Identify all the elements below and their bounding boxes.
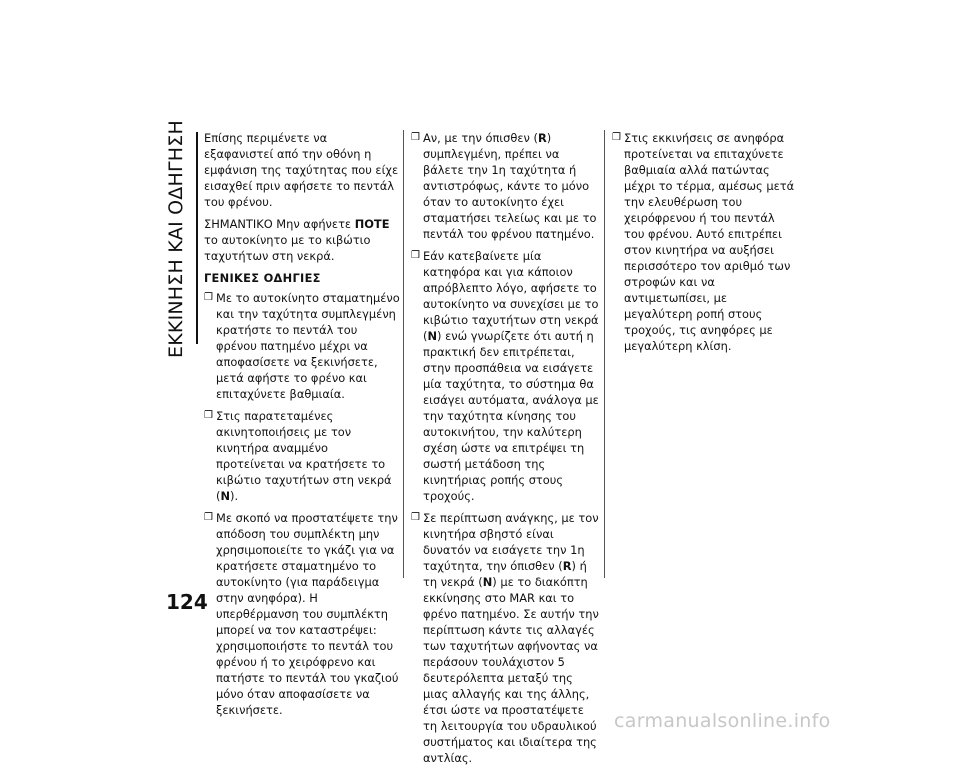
list-item-text: Στις εκκινήσεις σε ανηφόρα προτείνεται να επιταχύνετε βαθμιαία αλλά πατώντας μέχρι το τέρμα, αμέσως μετά την ελευθέρωση του χειρόφρενου ή του πεντάλ του φρένου. Αυτό επιτρέπει στον κινητήρα να αυξήσει περισσότερο τον αριθμό των στροφών και να αντιμετωπίσει, με μεγαλύτερη ροπή στους τροχούς, τις ανηφόρες με μεγαλύτερη κλίση. xyxy=(624,131,795,353)
list-item xyxy=(411,510,599,766)
warning-prefix: ΣΗΜΑΝΤΙΚΟ Μην αφήνετε xyxy=(204,217,355,231)
warning-paragraph xyxy=(204,216,400,264)
list-item-text: Εάν κατεβαίνετε μία κατηφόρα και για κάποιον απρόβλεπτο λόγο, αφήσετε το αυτοκίνητο να συνεχίσει με το κιβώτιο ταχυτήτων στη νεκρά (N) ενώ γνωρίζετε ότι αυτή η πρακτική δεν επιτρέπεται, στην προσπάθεια να εισάγετε μία ταχύτητα, το σύστημα θα εισάγει αυτόματα, ανάλογα με την ταχύτητα κίνησης του αυτοκινήτου, την καλύτερη σχέση ώστε να επιτρέψει τη σωστή μετάδοση της κινητήριας ροπής στους τροχούς. xyxy=(423,249,599,503)
checkbox-bullet-icon: ❒ xyxy=(612,132,621,143)
intro-paragraph: Επίσης περιμένετε να εξαφανιστεί από την οθόνη η εμφάνιση της ταχύτητας που είχε εισαχθεί πριν αφήσετε το πεντάλ του φρένου. xyxy=(204,131,399,209)
column-3 xyxy=(612,130,798,360)
checkbox-bullet-icon: ❒ xyxy=(204,512,213,523)
list-item xyxy=(612,130,798,354)
column-2 xyxy=(411,130,599,772)
checkbox-bullet-icon: ❒ xyxy=(411,132,420,143)
chapter-title xyxy=(158,120,194,358)
list-item-text: Στις παρατεταμένες ακινητοποιήσεις με τον κινητήρα αναμμένο προτείνεται να κρατήσετε το κιβώτιο ταχυτήτων στη νεκρά (N). xyxy=(216,409,392,503)
list-item xyxy=(204,408,400,504)
list-item xyxy=(204,510,400,718)
checkbox-bullet-icon: ❒ xyxy=(204,292,213,303)
column-1 xyxy=(204,130,400,724)
page-number: 124 xyxy=(166,590,208,614)
chapter-rule xyxy=(196,132,198,344)
warning-emphasis: ΠΟΤΕ xyxy=(354,217,390,231)
list-item xyxy=(411,248,599,504)
list-item-text: Με σκοπό να προστατέψετε την απόδοση του συμπλέκτη μην χρησιμοποιείτε το γκάζι για να κρατήσετε σταματημένο το αυτοκίνητο (για παράδειγμα στην ανηφόρα). Η υπερθέρμανση του συμπλέκτη μπορεί να τον καταστρέψει: χρησιμοποιήστε το πεντάλ του φρένου ή το χειρόφρενο και πατήστε το πεντάλ του γκαζιού μόνο όταν αποφασίσετε να ξεκινήσετε. xyxy=(216,511,399,717)
list-item-text: Αν, με την όπισθεν (R) συμπλεγμένη, πρέπει να βάλετε την 1η ταχύτητα ή αντιστρόφως, κάντε το μόνο όταν το αυτοκίνητο έχει σταματήσει τελείως και με το πεντάλ του φρένου πατημένο. xyxy=(423,131,597,241)
section-heading: ΓΕΝΙΚΕΣ ΟΔΗΓΙΕΣ xyxy=(204,271,321,285)
column-divider xyxy=(403,130,404,578)
column-divider xyxy=(604,130,605,578)
list-item-text: Σε περίπτωση ανάγκης, με τον κινητήρα σβηστό είναι δυνατόν να εισάγετε την 1η ταχύτητα, την όπισθεν (R) ή τη νεκρά (N) με το διακόπτη εκκίνησης στο MAR και το φρένο πατημένο. Σε αυτήν την περίπτωση κάντε τις αλλαγές των ταχυτήτων αφήνοντας να περάσουν τουλάχιστον 5 δευτερόλεπτα μεταξύ της μιας αλλαγής και της άλλης, έτσι ώστε να προστατέψετε τη λειτουργία του υδραυλικού συστήματος και ιδιαίτερα της αντλίας. xyxy=(423,511,599,765)
checkbox-bullet-icon: ❒ xyxy=(411,512,420,523)
warning-suffix: το αυτοκίνητο με το κιβώτιο ταχυτήτων στη νεκρά. xyxy=(204,233,371,263)
watermark: carmanualsonline.info xyxy=(614,710,831,732)
list-item xyxy=(411,130,599,242)
checkbox-bullet-icon: ❒ xyxy=(411,250,420,261)
checkbox-bullet-icon: ❒ xyxy=(204,410,213,421)
list-item xyxy=(204,290,400,402)
list-item-text: Με το αυτοκίνητο σταματημένο και την ταχύτητα συμπλεγμένη κρατήστε το πεντάλ του φρένου πατημένο μέχρι να αποφασίσετε να ξεκινήσετε, μετά αφήστε το φρένο και επιταχύνετε βαθμιαία. xyxy=(216,291,400,401)
chapter-title-text: ΕΚΚΙΝΗΣΗ ΚΑΙ ΟΔΗΓΗΣΗ xyxy=(165,120,187,358)
